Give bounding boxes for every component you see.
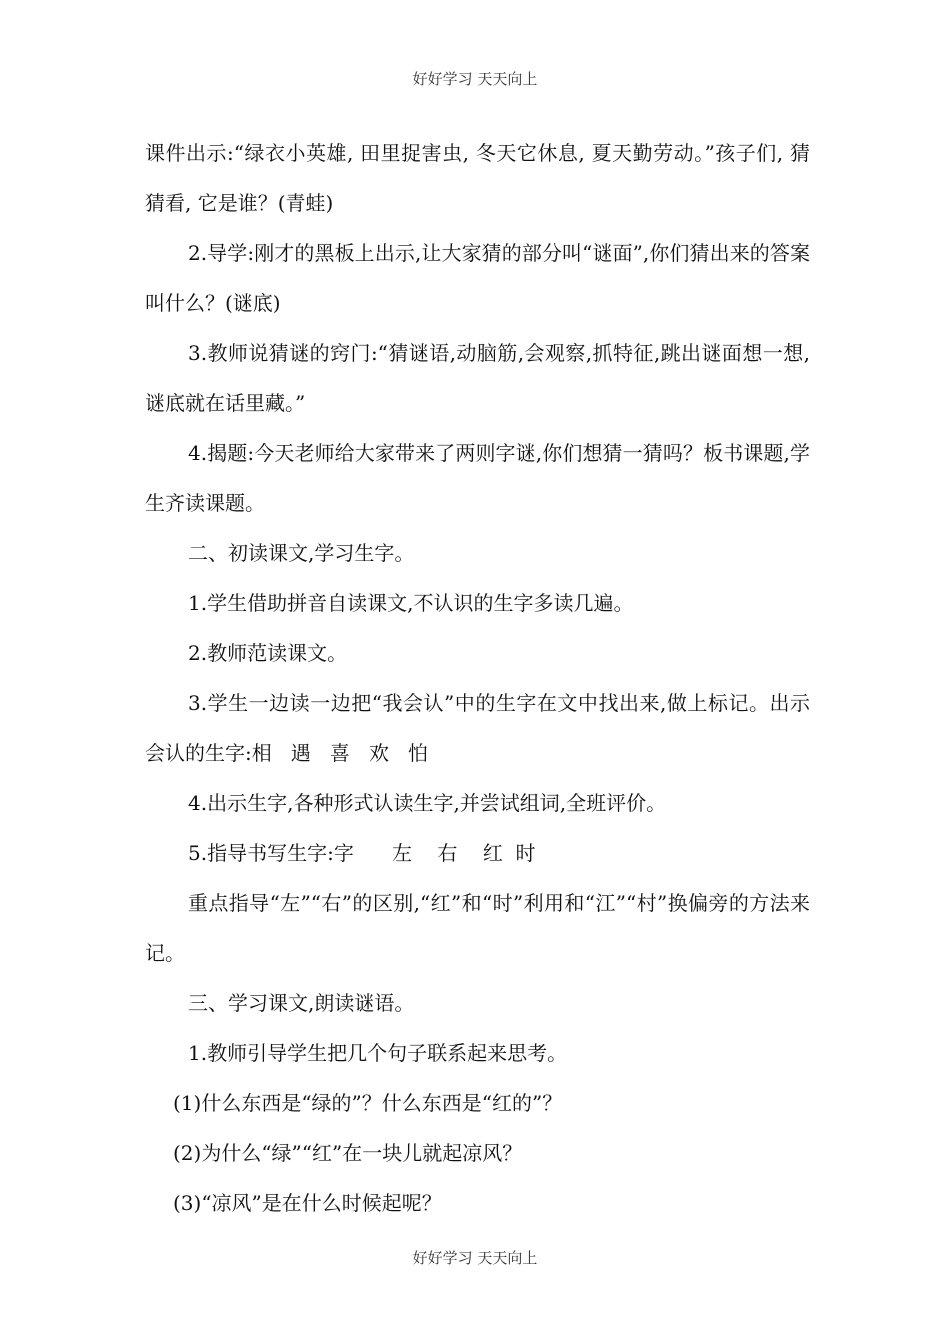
- paragraph-find-characters: 3.学生一边读一边把“我会认”中的生字在文中找出来,做上标记。出示会认的生字:相 遇 喜 欢 怕: [145, 691, 810, 765]
- question-3: (3)“凉风”是在什么时候起呢？: [173, 1191, 442, 1215]
- paragraph-topic: 4.揭题:今天老师给大家带来了两则字谜,你们想猜一猜吗？板书课题,学生齐读课题。: [145, 441, 810, 515]
- paragraph-teacher-read: 2.教师范读课文。: [188, 641, 348, 665]
- paragraph-key-points: 重点指导“左”“右”的区别,“红”和“时”利用和“江”“村”换偏旁的方法来记。: [145, 891, 810, 965]
- section-heading-2: 二、初读课文,学习生字。: [188, 541, 415, 565]
- paragraph-guide: 2.导学:刚才的黑板上出示,让大家猜的部分叫“谜面”,你们猜出来的答案叫什么？(谜底): [145, 241, 810, 315]
- document-body: [145, 128, 810, 1228]
- question-2: (2)为什么“绿”“红”在一块儿就起凉风？: [173, 1141, 523, 1165]
- paragraph-show-characters: 4.出示生字,各种形式认读生字,并尝试组词,全班评价。: [188, 791, 667, 815]
- paragraph-teacher-guide: 1.教师引导学生把几个句子联系起来思考。: [188, 1041, 568, 1065]
- question-1: (1)什么东西是“绿的”？什么东西是“红的”？: [173, 1091, 563, 1115]
- page-header: 好好学习 天天向上: [412, 70, 538, 88]
- paragraph-writing-guide: 5.指导书写生字:字 左 右 红 时: [188, 841, 536, 865]
- paragraph-tips: 3.教师说猜谜的窍门:“猜谜语,动脑筋,会观察,抓特征,跳出谜面想一想,谜底就在话里藏。”: [145, 341, 810, 415]
- paragraph-self-read: 1.学生借助拼音自读课文,不认识的生字多读几遍。: [188, 591, 634, 615]
- paragraph-riddle-intro: 课件出示:“绿衣小英雄, 田里捉害虫, 冬天它休息, 夏天勤劳动。”孩子们, 猜猜看, 它是谁？(青蛙): [145, 141, 810, 215]
- page-footer: 好好学习 天天向上: [412, 1249, 538, 1267]
- section-heading-3: 三、学习课文,朗读谜语。: [188, 991, 415, 1015]
